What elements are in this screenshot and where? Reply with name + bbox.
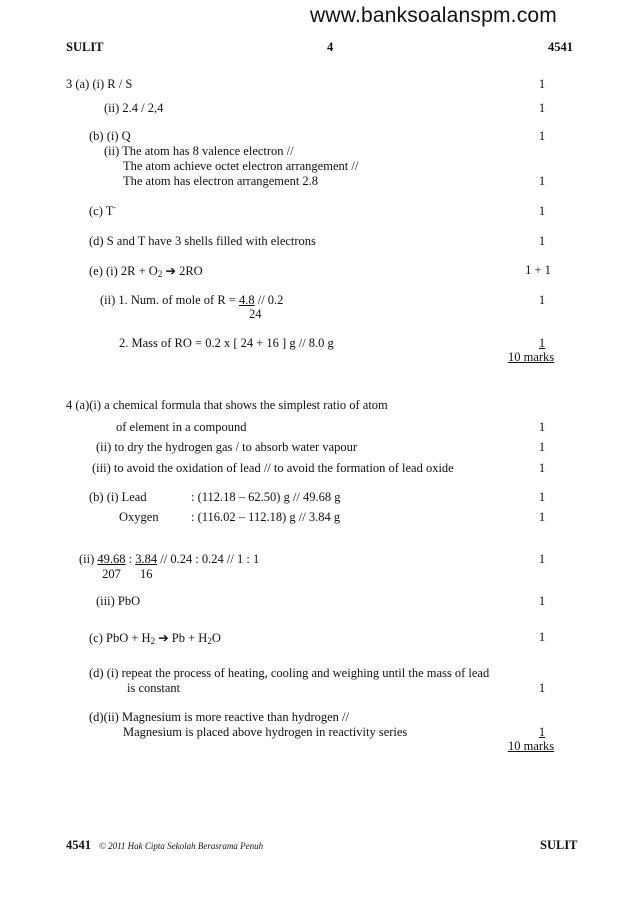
q4-b-ii <box>79 552 259 582</box>
q4-b-i-oxygen-value: : (116.02 – 112.18) g // 3.84 g <box>191 510 341 524</box>
header-sulit: SULIT <box>66 40 104 54</box>
q3-mark-e-ii-1: 1 <box>538 293 546 307</box>
q4-mark-b-iii: 1 <box>538 594 546 608</box>
q4-b-ii-ratio: // 0.24 : 0.24 // 1 : 1 <box>157 552 260 566</box>
q4-mark-d-i: 1 <box>538 681 546 695</box>
q3-e-ii-1 <box>100 293 283 308</box>
header-page-number: 4 <box>327 40 334 54</box>
q4-c-rhs-end: O <box>211 631 221 645</box>
q3-e-ii-1-lhs: (ii) 1. Num. of mole of R = <box>100 293 239 307</box>
q3-e-ii-1-numerator: 4.8 <box>238 293 255 307</box>
q4-b-ii-fraction-oxygen <box>135 552 157 582</box>
q4-d-ii-line1: (d)(ii) Magnesium is more reactive than hydrogen // <box>89 710 349 724</box>
q4-mark-a-i: 1 <box>538 420 546 434</box>
header-paper-code: 4541 <box>548 40 573 54</box>
q3-mark-e-i: 1 + 1 <box>525 263 551 277</box>
q3-e-ii-1-rhs: // 0.2 <box>254 293 284 307</box>
q4-b-ii-lead-ar: 207 <box>102 567 121 581</box>
q3-e-i-sub: 2 <box>157 269 163 279</box>
footer-paper-code: 4541 <box>66 838 91 852</box>
q4-a-i-line2: of element in a compound <box>116 420 247 434</box>
q4-b-i-oxygen: Oxygen <box>119 510 159 524</box>
q3-b-ii-line1: (ii) The atom has 8 valence electron // <box>104 144 294 158</box>
q3-c-text: (c) T <box>89 204 114 218</box>
q4-mark-b-i-oxygen: 1 <box>538 510 546 524</box>
q3-c <box>89 204 116 219</box>
q4-total-marks: 10 marks <box>508 739 555 753</box>
q3-mark-a-i: 1 <box>538 77 546 91</box>
arrow-icon: ➔ <box>162 264 180 278</box>
q4-c-sub2: 2 <box>207 636 212 646</box>
q3-d: (d) S and T have 3 shells filled with electrons <box>89 234 316 248</box>
q4-b-i-lead-value: : (112.18 – 62.50) g // 49.68 g <box>191 490 341 504</box>
q4-a-ii: (ii) to dry the hydrogen gas / to absorb water vapour <box>96 440 358 454</box>
q4-mark-b-i-lead: 1 <box>538 490 546 504</box>
q4-c-rhs: Pb + H <box>171 631 208 645</box>
q4-a-i-line1: 4 (a)(i) a chemical formula that shows the simplest ratio of atom <box>66 398 388 412</box>
q3-b-i: (b) (i) Q <box>89 129 131 143</box>
q4-mark-d-ii: 1 <box>538 725 546 739</box>
q3-a-i: 3 (a) (i) R / S <box>66 77 133 91</box>
q4-b-ii-lead-mass: 49.68 <box>97 552 126 566</box>
q3-e-i-lhs: (e) (i) 2R + O <box>89 264 158 278</box>
q4-b-ii-label: (ii) <box>79 552 98 566</box>
q4-b-ii-oxygen-ar: 16 <box>139 567 153 581</box>
q3-e-i-rhs: 2RO <box>179 264 203 278</box>
website-watermark: www.banksoalanspm.com <box>310 4 557 27</box>
q3-e-ii-1-denominator: 24 <box>249 307 262 321</box>
footer-sulit: SULIT <box>540 838 578 852</box>
q3-mark-e-ii-2: 1 <box>538 336 546 350</box>
q4-d-i-line2: is constant <box>127 681 181 695</box>
footer-left <box>66 838 263 853</box>
q3-mark-a-ii: 1 <box>538 101 546 115</box>
q3-mark-b-i: 1 <box>538 129 546 143</box>
q3-e-i <box>89 263 203 279</box>
q4-c-lhs: (c) PbO + H <box>89 631 151 645</box>
q3-e-ii-2: 2. Mass of RO = 0.2 x [ 24 + 16 ] g // 8.0 g <box>119 336 334 350</box>
q4-c-sub1: 2 <box>150 636 156 646</box>
q4-b-ii-oxygen-mass: 3.84 <box>135 552 158 566</box>
q3-c-charge: - <box>113 202 117 212</box>
q3-total-marks: 10 marks <box>508 350 555 364</box>
q4-d-ii-line2: Magnesium is placed above hydrogen in reactivity series <box>123 725 408 739</box>
footer-copyright: © 2011 Hak Cipta Sekolah Berasrama Penuh <box>99 841 264 851</box>
q3-a-ii: (ii) 2.4 / 2,4 <box>104 101 164 115</box>
q3-b-ii-line3: The atom has electron arrangement 2.8 <box>123 174 319 188</box>
q3-mark-c: 1 <box>538 204 546 218</box>
q4-b-iii: (iii) PbO <box>96 594 141 608</box>
q4-mark-a-iii: 1 <box>538 461 546 475</box>
q3-mark-d: 1 <box>538 234 546 248</box>
q4-d-i-line1: (d) (i) repeat the process of heating, cooling and weighing until the mass of lead <box>89 666 490 680</box>
q3-b-ii-line2: The atom achieve octet electron arrangement // <box>123 159 359 173</box>
q4-b-i-lead: (b) (i) Lead <box>89 490 147 504</box>
q4-b-ii-fraction-lead <box>97 552 125 582</box>
q4-mark-c: 1 <box>538 630 546 644</box>
q4-a-iii: (iii) to avoid the oxidation of lead // to avoid the formation of lead oxide <box>92 461 454 475</box>
arrow-icon: ➔ <box>155 631 172 645</box>
q4-mark-a-ii: 1 <box>538 440 546 454</box>
q4-mark-b-ii: 1 <box>538 552 546 566</box>
q3-mark-b-ii: 1 <box>538 174 546 188</box>
q4-c <box>89 630 221 646</box>
q4-b-ii-separator: : <box>125 552 136 566</box>
